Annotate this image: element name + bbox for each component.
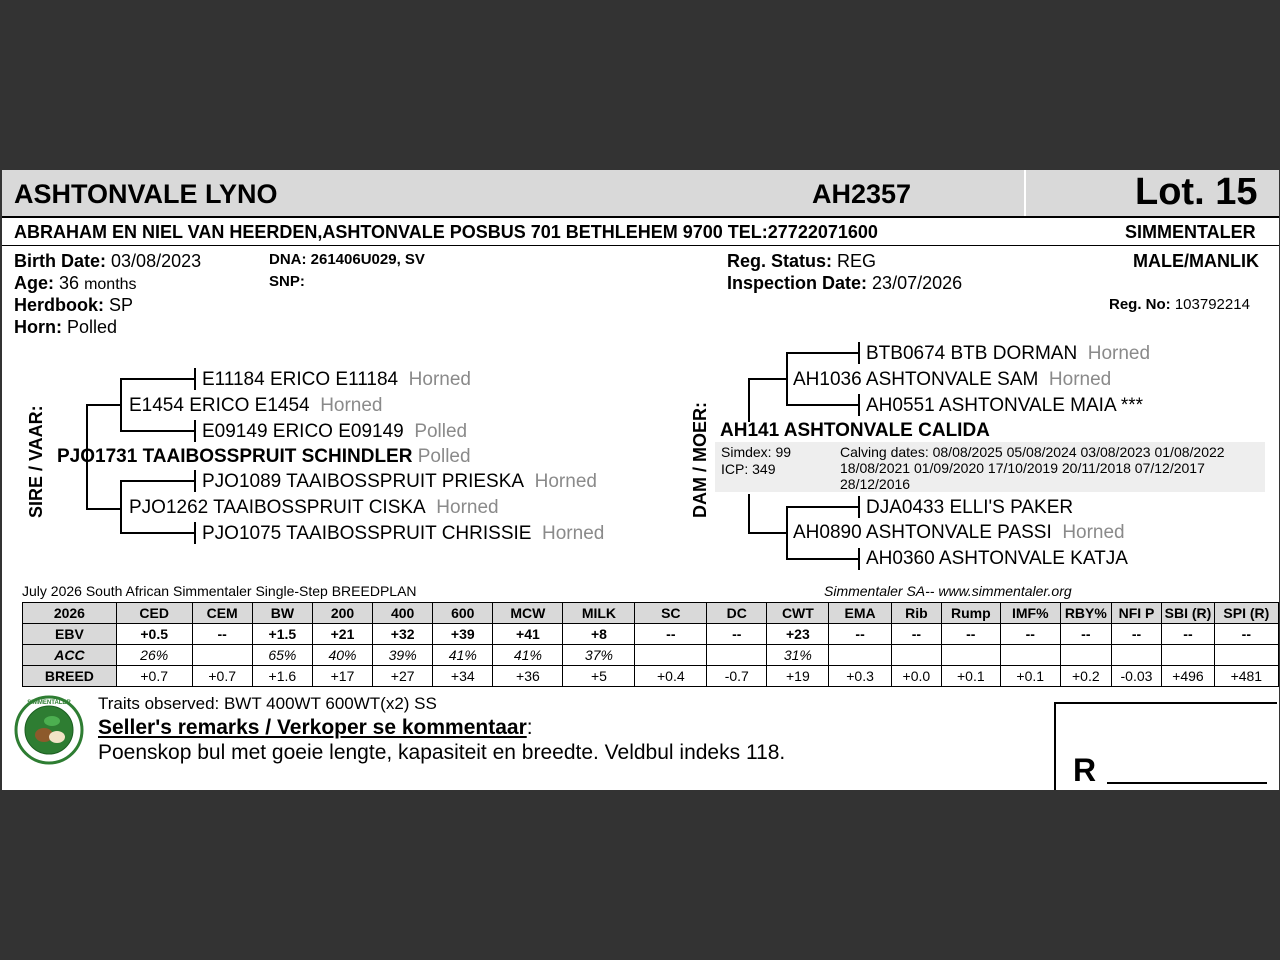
pedigree-line <box>748 378 786 380</box>
sire: PJO1731 TAAIBOSSPRUIT SCHINDLER Polled <box>57 446 471 467</box>
ebv-cell: +39 <box>433 624 493 645</box>
divider <box>2 245 1279 246</box>
ebv-cell: ACC <box>23 645 117 666</box>
ebv-cell: IMF% <box>1000 603 1060 624</box>
calving-dates-1: Calving dates: 08/08/2025 05/08/2024 03/08/2023 01/08/2022 <box>840 444 1225 460</box>
ebv-cell: +1.5 <box>252 624 312 645</box>
sire-sire: E1454 ERICO E1454 Horned <box>129 395 383 416</box>
ebv-cell: BW <box>252 603 312 624</box>
pedigree-line <box>86 508 120 510</box>
pedigree-line <box>86 404 120 406</box>
ebv-cell: +17 <box>312 666 372 687</box>
snp: SNP: <box>269 273 305 290</box>
ebv-cell <box>192 645 252 666</box>
ebv-cell: 400 <box>373 603 433 624</box>
ebv-cell <box>635 645 707 666</box>
ebv-cell: 39% <box>373 645 433 666</box>
breedplan-title: July 2026 South African Simmentaler Single-Step BREEDPLAN <box>22 583 417 599</box>
age: Age: 36 months <box>14 273 137 293</box>
sire-label: SIRE / VAAR: <box>26 405 46 518</box>
ebv-row <box>23 624 1279 645</box>
birth-date: Birth Date: 03/08/2023 <box>14 251 202 271</box>
pedigree-line <box>858 394 860 416</box>
ebv-cell: +23 <box>767 624 829 645</box>
ebv-cell: SBI (R) <box>1162 603 1214 624</box>
ebv-cell: SPI (R) <box>1214 603 1278 624</box>
ebv-table <box>22 602 1279 687</box>
ebv-cell <box>1060 645 1111 666</box>
ebv-cell: NFI P <box>1111 603 1162 624</box>
pedigree-line <box>194 470 196 492</box>
ebv-cell <box>891 645 941 666</box>
inspection-date: Inspection Date: 23/07/2026 <box>727 273 963 293</box>
ebv-cell: +41 <box>493 624 563 645</box>
ebv-cell: -0.7 <box>707 666 767 687</box>
horn-status: Horn: Polled <box>14 317 118 337</box>
ebv-cell: 65% <box>252 645 312 666</box>
dam: AH141 ASHTONVALE CALIDA <box>720 420 990 441</box>
traits-observed: Traits observed: BWT 400WT 600WT(x2) SS <box>98 694 437 713</box>
ebv-cell: +496 <box>1162 666 1214 687</box>
acc-row <box>23 645 1279 666</box>
ebv-cell: +34 <box>433 666 493 687</box>
dam-icp: ICP: 349 <box>721 461 776 477</box>
pedigree-line <box>120 480 122 534</box>
reg-status: Reg. Status: REG <box>727 251 877 271</box>
animal-name: ASHTONVALE LYNO <box>14 179 278 209</box>
ebv-cell: -- <box>942 624 1001 645</box>
ebv-cell: 41% <box>433 645 493 666</box>
ebv-cell: +0.0 <box>891 666 941 687</box>
ebv-cell: +0.7 <box>116 666 192 687</box>
ebv-cell: MCW <box>493 603 563 624</box>
dam-sire-dam: AH0551 ASHTONVALE MAIA *** <box>866 395 1144 416</box>
ebv-cell: SC <box>635 603 707 624</box>
dam-label: DAM / MOER: <box>690 402 710 518</box>
ebv-cell: -- <box>635 624 707 645</box>
ebv-cell: Rump <box>942 603 1001 624</box>
ebv-cell: 600 <box>433 603 493 624</box>
ebv-cell: +1.6 <box>252 666 312 687</box>
dam-sire-sire: BTB0674 BTB DORMAN Horned <box>866 343 1151 364</box>
sire-dam-dam: PJO1075 TAAIBOSSPRUIT CHRISSIE Horned <box>202 523 605 544</box>
dam-simdex: Simdex: 99 <box>721 444 792 460</box>
owner-address: ABRAHAM EN NIEL VAN HEERDEN,ASHTONVALE POSBUS 701 BETHLEHEM 9700 TEL:27722071600 <box>14 222 878 242</box>
pedigree-line <box>194 368 196 390</box>
ebv-cell: +32 <box>373 624 433 645</box>
ebv-cell: -- <box>829 624 891 645</box>
ebv-cell: -- <box>1162 624 1214 645</box>
dam-sire: AH1036 ASHTONVALE SAM Horned <box>793 369 1112 390</box>
ebv-cell: 200 <box>312 603 372 624</box>
ebv-cell: +19 <box>767 666 829 687</box>
pedigree-line <box>786 352 858 354</box>
ebv-cell: -- <box>707 624 767 645</box>
animal-id: AH2357 <box>812 179 912 209</box>
ebv-cell: +0.2 <box>1060 666 1111 687</box>
lot-card <box>2 170 1279 790</box>
pedigree-line <box>786 506 858 508</box>
pedigree-line <box>786 558 858 560</box>
pedigree-line <box>194 522 196 544</box>
pedigree-line <box>120 378 194 380</box>
pedigree-line <box>786 352 788 406</box>
lot-number: Lot. 15 <box>1135 171 1258 213</box>
ebv-cell: MILK <box>563 603 635 624</box>
dam-dam-dam: AH0360 ASHTONVALE KATJA <box>866 548 1128 569</box>
ebv-cell: +0.7 <box>192 666 252 687</box>
ebv-cell: +36 <box>493 666 563 687</box>
sire-sire-sire: E11184 ERICO E11184 Horned <box>202 369 471 390</box>
ebv-cell: -- <box>192 624 252 645</box>
ebv-cell <box>942 645 1001 666</box>
sire-dam: PJO1262 TAAIBOSSPRUIT CISKA Horned <box>129 497 499 518</box>
ebv-cell: 31% <box>767 645 829 666</box>
ebv-cell: CED <box>116 603 192 624</box>
pedigree-line <box>748 494 750 534</box>
breed-row <box>23 666 1279 687</box>
pedigree-line <box>120 480 194 482</box>
ebv-cell <box>1214 645 1278 666</box>
ebv-cell: +0.5 <box>116 624 192 645</box>
reg-number: Reg. No: 103792214 <box>1109 296 1250 313</box>
ebv-cell <box>1111 645 1162 666</box>
ebv-cell: +27 <box>373 666 433 687</box>
sire-dam-sire: PJO1089 TAAIBOSSPRUIT PRIESKA Horned <box>202 471 597 492</box>
price-currency: R <box>1073 752 1097 788</box>
ebv-cell: DC <box>707 603 767 624</box>
pedigree-line <box>858 548 860 570</box>
remarks-heading: Seller's remarks / Verkoper se kommentaar: <box>98 716 533 739</box>
ebv-cell: 2026 <box>23 603 117 624</box>
ebv-cell: +0.4 <box>635 666 707 687</box>
pedigree-line <box>120 532 194 534</box>
calving-dates-3: 28/12/2016 <box>840 476 911 492</box>
dam-dam-sire: DJA0433 ELLI'S PAKER <box>866 497 1074 518</box>
ebv-cell <box>707 645 767 666</box>
ebv-cell: +21 <box>312 624 372 645</box>
pedigree-line <box>120 378 122 432</box>
pedigree-line <box>748 378 750 422</box>
divider <box>1024 170 1026 216</box>
dna: DNA: 261406U029, SV <box>269 251 425 268</box>
ebv-cell: -- <box>1060 624 1111 645</box>
divider <box>2 216 1279 218</box>
ebv-cell: 37% <box>563 645 635 666</box>
ebv-cell: 41% <box>493 645 563 666</box>
pedigree-line <box>786 506 788 560</box>
pedigree-line <box>120 430 194 432</box>
pedigree-line <box>194 420 196 442</box>
dam-dam: AH0890 ASHTONVALE PASSI Horned <box>793 522 1125 543</box>
breedplan-source: Simmentaler SA-- www.simmentaler.org <box>824 583 1072 599</box>
sex: MALE/MANLIK <box>1133 251 1259 271</box>
pedigree-line <box>858 496 860 518</box>
ebv-cell <box>1162 645 1214 666</box>
ebv-cell: +0.1 <box>942 666 1001 687</box>
ebv-cell <box>829 645 891 666</box>
ebv-cell: Rib <box>891 603 941 624</box>
pedigree-line <box>858 342 860 364</box>
ebv-cell: EMA <box>829 603 891 624</box>
remarks-text: Poenskop bul met goeie lengte, kapasiteit en breedte. Veldbul indeks 118. <box>98 741 786 764</box>
ebv-cell: RBY% <box>1060 603 1111 624</box>
simmentaler-logo <box>14 695 84 765</box>
ebv-header-row <box>23 603 1279 624</box>
ebv-cell: CEM <box>192 603 252 624</box>
ebv-cell: EBV <box>23 624 117 645</box>
price-line[interactable] <box>1107 782 1267 784</box>
logo-text: SIMMENTALER <box>27 700 71 706</box>
ebv-cell: -- <box>1111 624 1162 645</box>
ebv-cell: +0.1 <box>1000 666 1060 687</box>
ebv-cell: +481 <box>1214 666 1278 687</box>
ebv-cell: +0.3 <box>829 666 891 687</box>
ebv-cell: +5 <box>563 666 635 687</box>
ebv-cell: 40% <box>312 645 372 666</box>
pedigree-line <box>786 404 858 406</box>
pedigree-line <box>748 532 786 534</box>
ebv-cell <box>1000 645 1060 666</box>
ebv-cell: CWT <box>767 603 829 624</box>
breed: SIMMENTALER <box>1125 222 1256 242</box>
herdbook: Herdbook: SP <box>14 295 134 315</box>
ebv-cell: -0.03 <box>1111 666 1162 687</box>
sire-sire-dam: E09149 ERICO E09149 Polled <box>202 421 468 442</box>
calving-dates-2: 18/08/2021 01/09/2020 17/10/2019 20/11/2018 07/12/2017 <box>840 460 1205 476</box>
ebv-cell: +8 <box>563 624 635 645</box>
ebv-cell: 26% <box>116 645 192 666</box>
ebv-cell: BREED <box>23 666 117 687</box>
ebv-cell: -- <box>1000 624 1060 645</box>
ebv-cell: -- <box>891 624 941 645</box>
ebv-cell: -- <box>1214 624 1278 645</box>
header-bar <box>2 170 1279 216</box>
